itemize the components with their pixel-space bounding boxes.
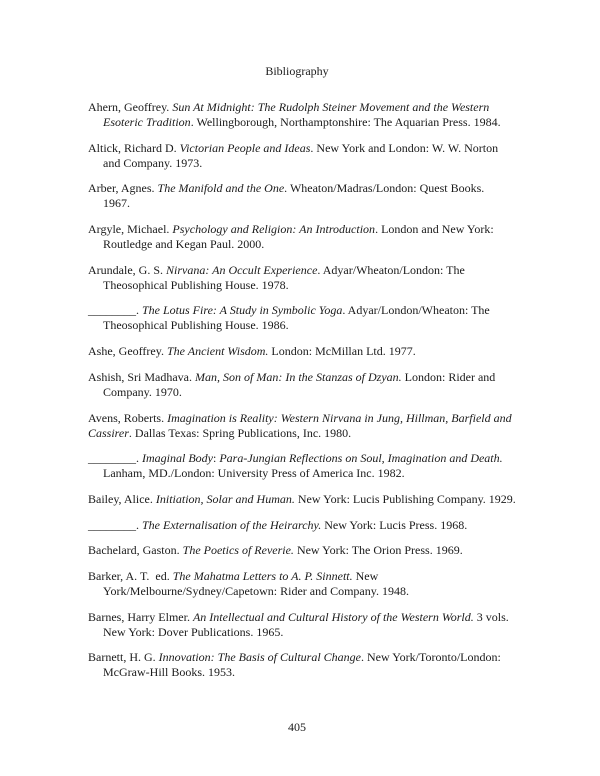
entry-line <box>88 181 528 196</box>
bibliography-entry <box>88 370 528 400</box>
bibliography-entry <box>88 518 528 533</box>
entry-title-segment: An Intellectual and Cultural History of the Western World. <box>192 609 474 624</box>
entry-text-segment: Ashish, Sri Madhava. <box>88 369 195 384</box>
entry-text-segment: New York: Lucis Publishing Company. 1929. <box>294 491 516 506</box>
entry-title-segment: The Externalisation of the Heirarchy. <box>142 517 322 532</box>
bibliography-entry <box>88 141 528 171</box>
entry-line <box>88 650 528 665</box>
bibliography-entry <box>88 451 528 481</box>
entry-line <box>103 625 528 640</box>
bibliography-entry <box>88 263 528 293</box>
entry-text-segment: Arber, Agnes. <box>88 181 158 196</box>
entry-line <box>103 385 528 400</box>
entry-text-segment: . Dallas Texas: Spring Publications, Inc. 1980. <box>128 425 352 440</box>
bibliography-entry <box>88 181 528 211</box>
entry-line <box>103 584 528 599</box>
entry-text-segment: Ashe, Geoffrey. <box>88 344 167 359</box>
entry-title-segment: Para-Jungian Reflections on Soul, Imagination and Death. <box>219 451 503 466</box>
entry-text-segment: . New York and London: W. W. Norton <box>310 140 499 155</box>
bibliography-entries <box>88 100 528 691</box>
entry-text-segment: ________. <box>88 303 142 318</box>
entry-line <box>103 115 528 130</box>
entry-title-segment: Esoteric Tradition <box>103 115 191 129</box>
entry-text-segment: . Adyar/London/Wheaton: The <box>342 303 490 318</box>
entry-title-segment: Cassirer <box>88 425 129 440</box>
entry-text-segment: 1967. <box>103 196 130 211</box>
entry-text-segment: Arundale, G. S. <box>88 262 166 277</box>
entry-line <box>88 303 528 318</box>
entry-text-segment: London: McMillan Ltd. 1977. <box>268 344 416 359</box>
entry-line <box>103 196 528 211</box>
entry-text-segment: : <box>213 451 220 466</box>
bibliography-entry <box>88 543 528 558</box>
entry-title-segment: The Lotus Fire: A Study in Symbolic Yoga <box>142 303 343 318</box>
bibliography-entry <box>88 222 528 252</box>
entry-line <box>88 222 528 237</box>
entry-title-segment: Imagination is Reality: Western Nirvana in Jung, Hillman, Barfield and <box>167 410 512 425</box>
entry-title-segment: The Manifold and the One <box>157 181 285 196</box>
entry-text-segment: Bailey, Alice. <box>88 491 156 506</box>
entry-line <box>103 156 528 171</box>
entry-text-segment: Argyle, Michael. <box>88 222 173 237</box>
entry-title-segment: Victorian People and Ideas <box>179 140 311 155</box>
bibliography-entry <box>88 344 528 359</box>
entry-text-segment: . London and New York: <box>375 222 494 237</box>
page-number: 405 <box>288 720 306 734</box>
entry-line <box>88 543 528 558</box>
entry-line <box>103 278 528 293</box>
bibliography-entry <box>88 650 528 680</box>
entry-text-segment: Theosophical Publishing House. 1986. <box>103 318 289 333</box>
entry-text-segment: Routledge and Kegan Paul. 2000. <box>103 237 265 252</box>
entry-text-segment: Bachelard, Gaston. <box>88 543 183 558</box>
bibliography-entry <box>88 100 528 130</box>
entry-text-segment: Barnett, H. G. <box>88 650 159 665</box>
entry-text-segment: . Wellingborough, Northamptonshire: The Aquarian Press. 1984. <box>190 115 501 129</box>
entry-line <box>88 370 528 385</box>
entry-text-segment: McGraw-Hill Books. 1953. <box>103 665 235 680</box>
entry-line <box>88 610 528 625</box>
bibliography-entry <box>88 411 528 441</box>
bibliography-entry <box>88 610 528 640</box>
entry-text-segment: Altick, Richard D. <box>88 140 180 155</box>
entry-text-segment: Theosophical Publishing House. 1978. <box>103 277 289 292</box>
entry-line <box>88 451 528 466</box>
entry-text-segment: . Wheaton/Madras/London: Quest Books. <box>284 181 485 196</box>
entry-line <box>103 665 528 680</box>
entry-line <box>88 518 528 533</box>
entry-text-segment: . New York/Toronto/London: <box>361 650 501 665</box>
entry-title-segment: Innovation: The Basis of Cultural Change <box>158 650 361 665</box>
entry-line <box>88 100 528 115</box>
entry-text-segment: Lanham, MD./London: University Press of America Inc. 1982. <box>103 466 405 481</box>
entry-text-segment: New York: The Orion Press. 1969. <box>293 543 463 558</box>
entry-line <box>88 411 528 426</box>
entry-text-segment: Company. 1970. <box>103 384 182 399</box>
entry-text-segment: 3 vols. <box>473 609 509 624</box>
entry-text-segment: Barnes, Harry Elmer. <box>88 609 193 624</box>
entry-text-segment: London: Rider and <box>401 369 496 384</box>
entry-title-segment: The Ancient Wisdom. <box>166 344 269 359</box>
entry-line <box>88 263 528 278</box>
entry-text-segment: New York: Lucis Press. 1968. <box>321 517 468 532</box>
entry-line <box>88 492 528 507</box>
entry-title-segment: Initiation, Solar and Human. <box>155 491 295 506</box>
entry-text-segment: . Adyar/Wheaton/London: The <box>317 262 465 277</box>
entry-text-segment: and Company. 1973. <box>103 155 203 170</box>
entry-title-segment: Nirvana: An Occult Experience <box>166 262 318 277</box>
bibliography-entry <box>88 303 528 333</box>
entry-line <box>88 141 528 156</box>
bibliography-entry <box>88 492 528 507</box>
entry-title-segment: Psychology and Religion: An Introduction <box>172 222 376 237</box>
entry-text-segment: ________. <box>88 517 142 532</box>
entry-text-segment: Ahern, Geoffrey. <box>88 100 173 114</box>
entry-title-segment: Man, Son of Man: In the Stanzas of Dzyan. <box>195 369 402 384</box>
entry-text-segment: New York: Dover Publications. 1965. <box>103 624 284 639</box>
entry-title-segment: Imaginal Body <box>142 451 213 466</box>
entry-title-segment: Sun At Midnight: The Rudolph Steiner Movement and the Western <box>172 100 490 114</box>
entry-title-segment: The Mahatma Letters to A. P. Sinnett. <box>172 568 353 583</box>
page-title: Bibliography <box>265 64 329 78</box>
entry-text-segment: Avens, Roberts. <box>88 410 168 425</box>
entry-line <box>88 569 528 584</box>
entry-text-segment: New <box>352 568 379 583</box>
entry-line <box>88 426 528 441</box>
entry-title-segment: The Poetics of Reverie. <box>182 543 294 558</box>
entry-line <box>103 466 528 481</box>
bibliography-entry <box>88 569 528 599</box>
entry-text-segment: York/Melbourne/Sydney/Capetown: Rider and Company. 1948. <box>103 583 409 598</box>
entry-line <box>103 237 528 252</box>
entry-line <box>103 318 528 333</box>
entry-text-segment: Barker, A. T. ed. <box>88 568 173 583</box>
entry-line <box>88 344 528 359</box>
entry-text-segment: ________. <box>88 451 142 466</box>
